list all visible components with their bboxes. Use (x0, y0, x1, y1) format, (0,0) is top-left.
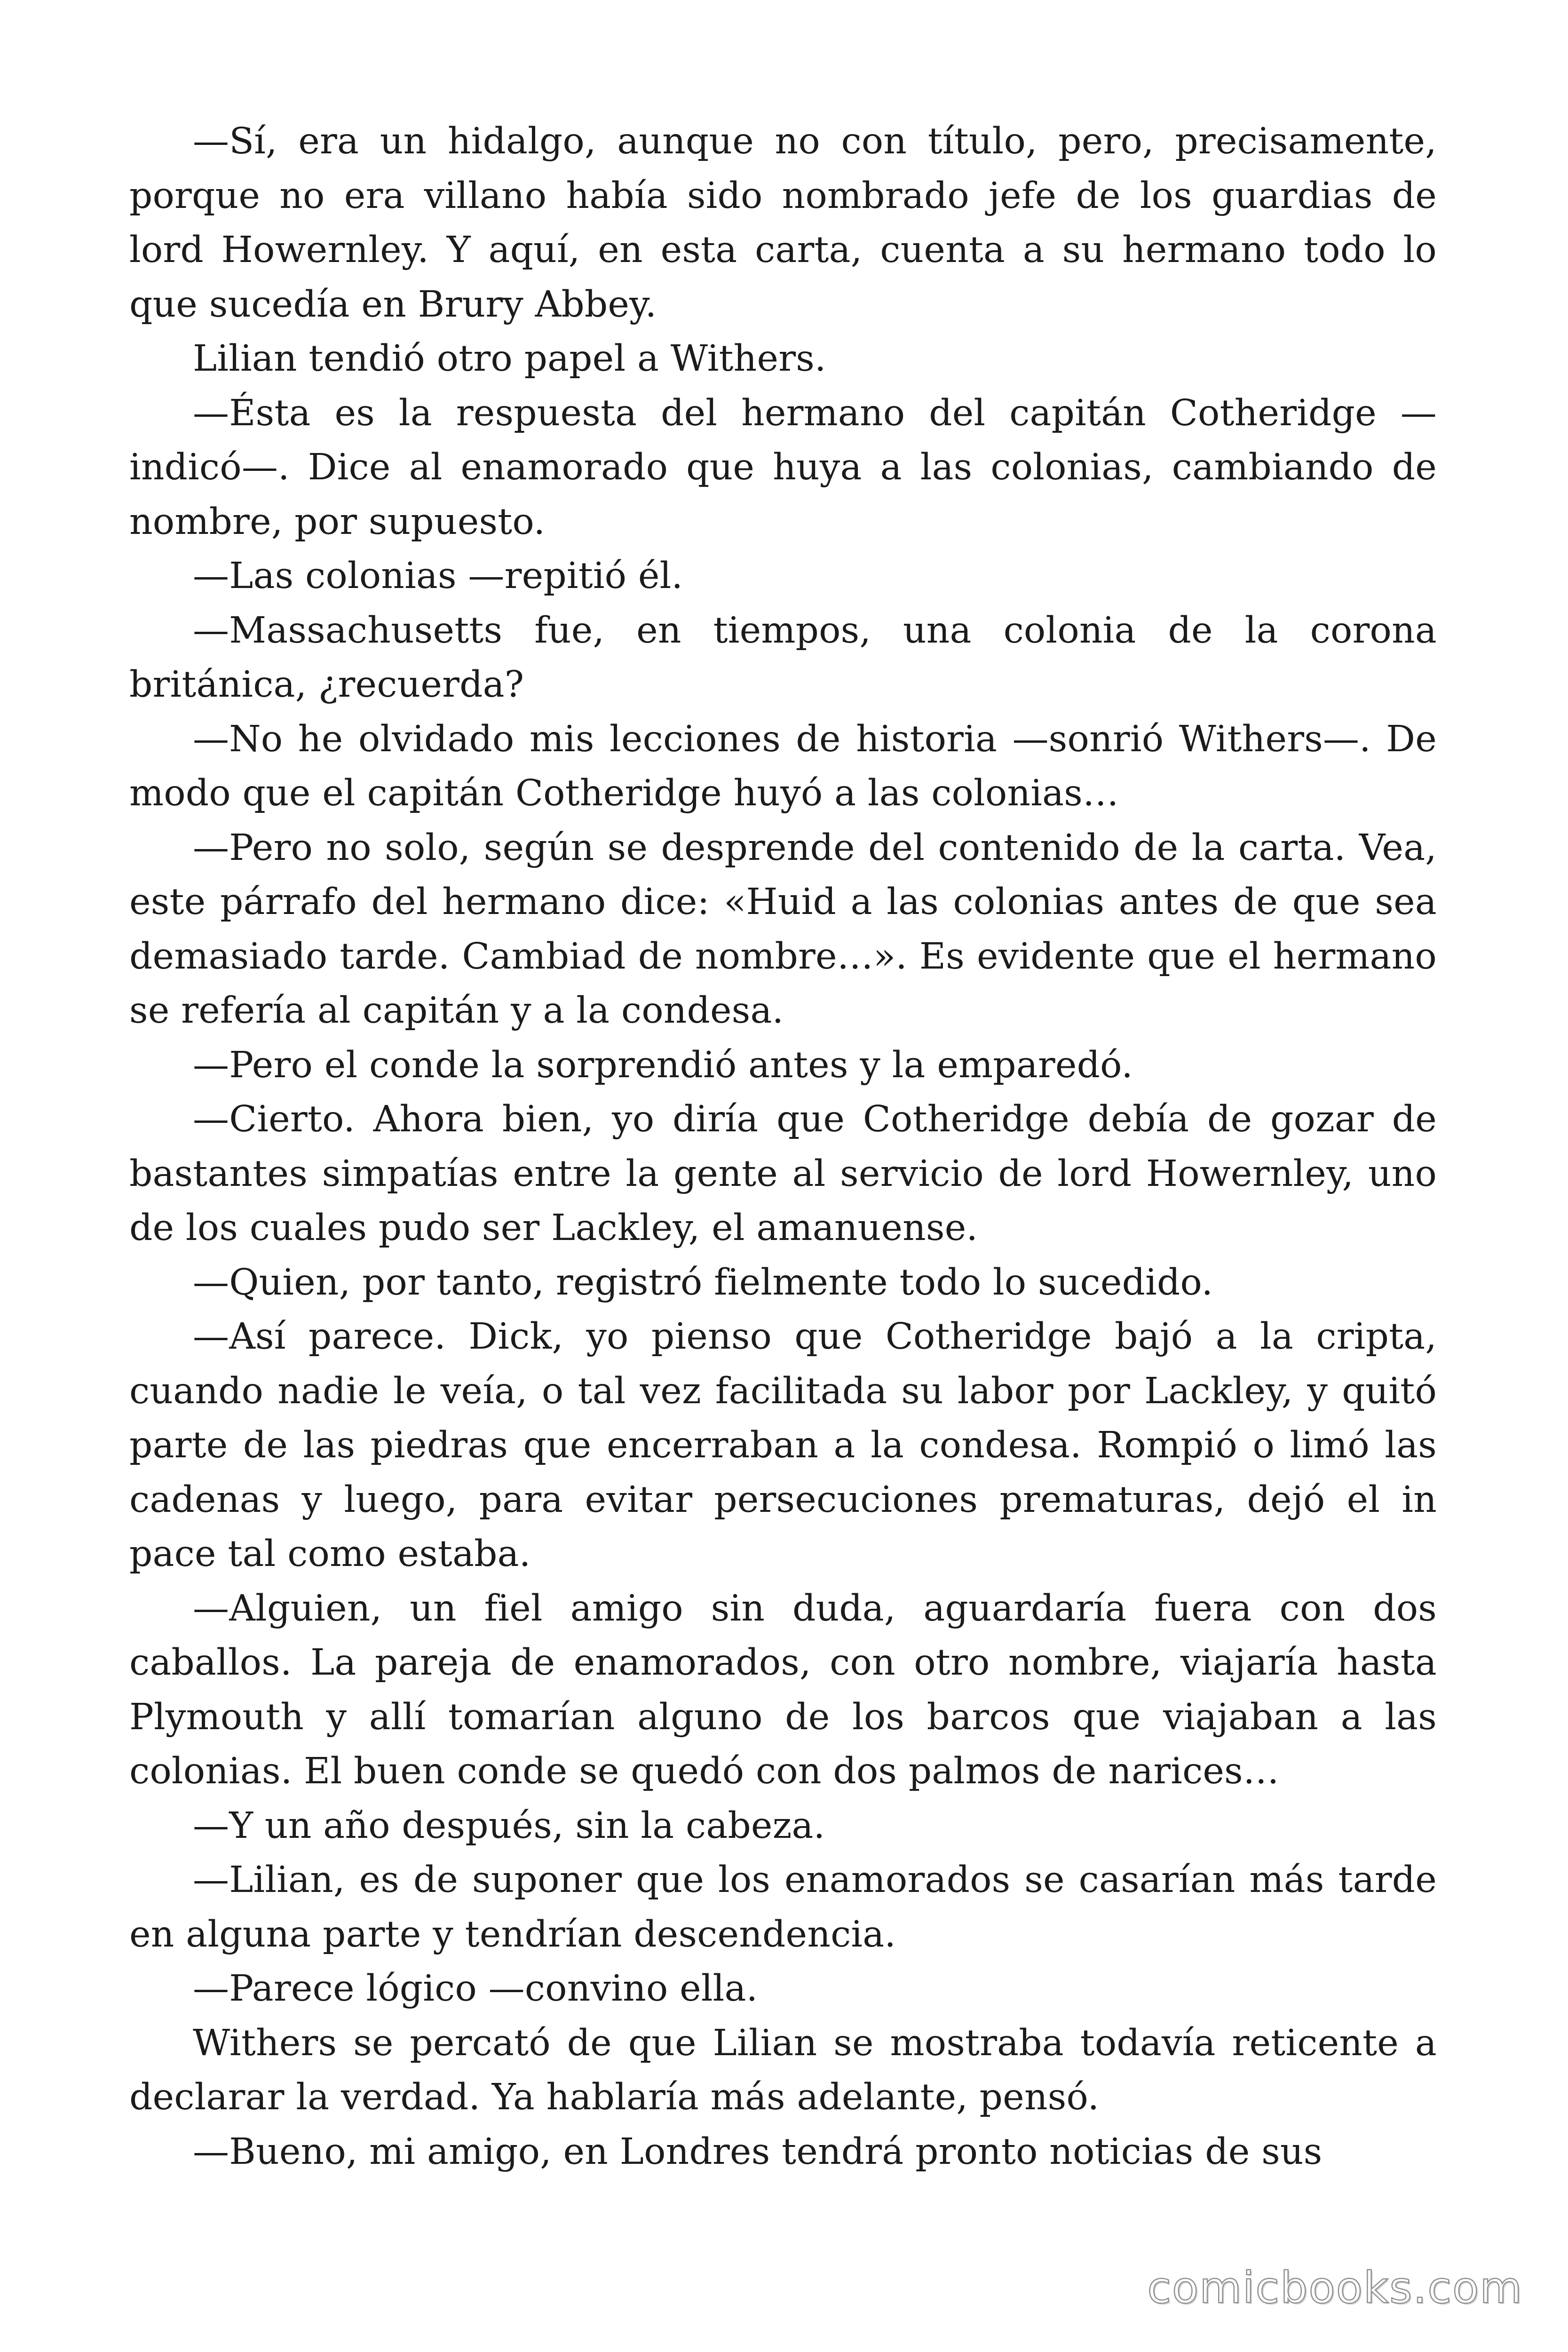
paragraph-16: Withers se percató de que Lilian se mostraba todavía reticente a declarar la verdad. Ya hablaría más adelante, pensó. (129, 2022, 1437, 2118)
paragraph-3: —Ésta es la respuesta del hermano del capitán Cotheridge — indicó—. Dice al enamorado que huya a las colonias, cambiando de nombre, por supuesto. (129, 392, 1437, 543)
paragraph-11: —Así parece. Dick, yo pienso que Cotheridge bajó a la cripta, cuando nadie le veía, o tal vez facilitada su labor por Lackley, y quitó parte de las piedras que encerraban a la condesa. Rompió o limó las cadenas y luego, para evitar persecuciones prematuras, dejó el in pace tal como estaba. (129, 1316, 1437, 1575)
paragraph-7: —Pero no solo, según se desprende del contenido de la carta. Vea, este párrafo del hermano dice: «Huid a las colonias antes de que sea demasiado tarde. Cambiad de nombre…». Es evidente que el hermano se refería al capitán y a la condesa. (129, 826, 1437, 1032)
paragraph-5: —Massachusetts fue, en tiempos, una colonia de la corona británica, ¿recuerda? (129, 609, 1437, 706)
paragraph-1: —Sí, era un hidalgo, aunque no con título, pero, precisamente, porque no era villano había sido nombrado jefe de los guardias de lord Howernley. Y aquí, en esta carta, cuenta a su hermano todo lo que sucedía en Brury Abbey. (129, 120, 1437, 326)
paragraph-15: —Parece lógico —convino ella. (193, 1968, 758, 2010)
paragraph-12: —Alguien, un fiel amigo sin duda, aguardaría fuera con dos caballos. La pareja de enamorados, con otro nombre, viajaría hasta Plymouth y allí tomarían alguno de los barcos que viajaban a las colonias. El buen conde se quedó con dos palmos de narices… (129, 1587, 1437, 1792)
watermark: comicbooks.com (1147, 2263, 1523, 2313)
paragraph-10: —Quien, por tanto, registró fielmente todo lo sucedido. (193, 1261, 1213, 1303)
paragraph-14: —Lilian, es de suponer que los enamorados se casarían más tarde en alguna parte y tendrían descendencia. (129, 1859, 1437, 1955)
paragraph-13: —Y un año después, sin la cabeza. (193, 1804, 825, 1847)
paragraph-17: —Bueno, mi amigo, en Londres tendrá pronto noticias de sus (193, 2130, 1323, 2173)
paragraph-8: —Pero el conde la sorprendió antes y la emparedó. (193, 1044, 1133, 1086)
paragraph-2: Lilian tendió otro papel a Withers. (193, 338, 826, 380)
page-body-text (129, 114, 1437, 2179)
paragraph-4: —Las colonias —repitió él. (193, 555, 683, 597)
paragraph-9: —Cierto. Ahora bien, yo diría que Cotheridge debía de gozar de bastantes simpatías entre la gente al servicio de lord Howernley, uno de los cuales pudo ser Lackley, el amanuense. (129, 1098, 1437, 1249)
paragraph-6: —No he olvidado mis lecciones de historia —sonrió Withers—. De modo que el capitán Cotheridge huyó a las colonias… (129, 718, 1437, 814)
